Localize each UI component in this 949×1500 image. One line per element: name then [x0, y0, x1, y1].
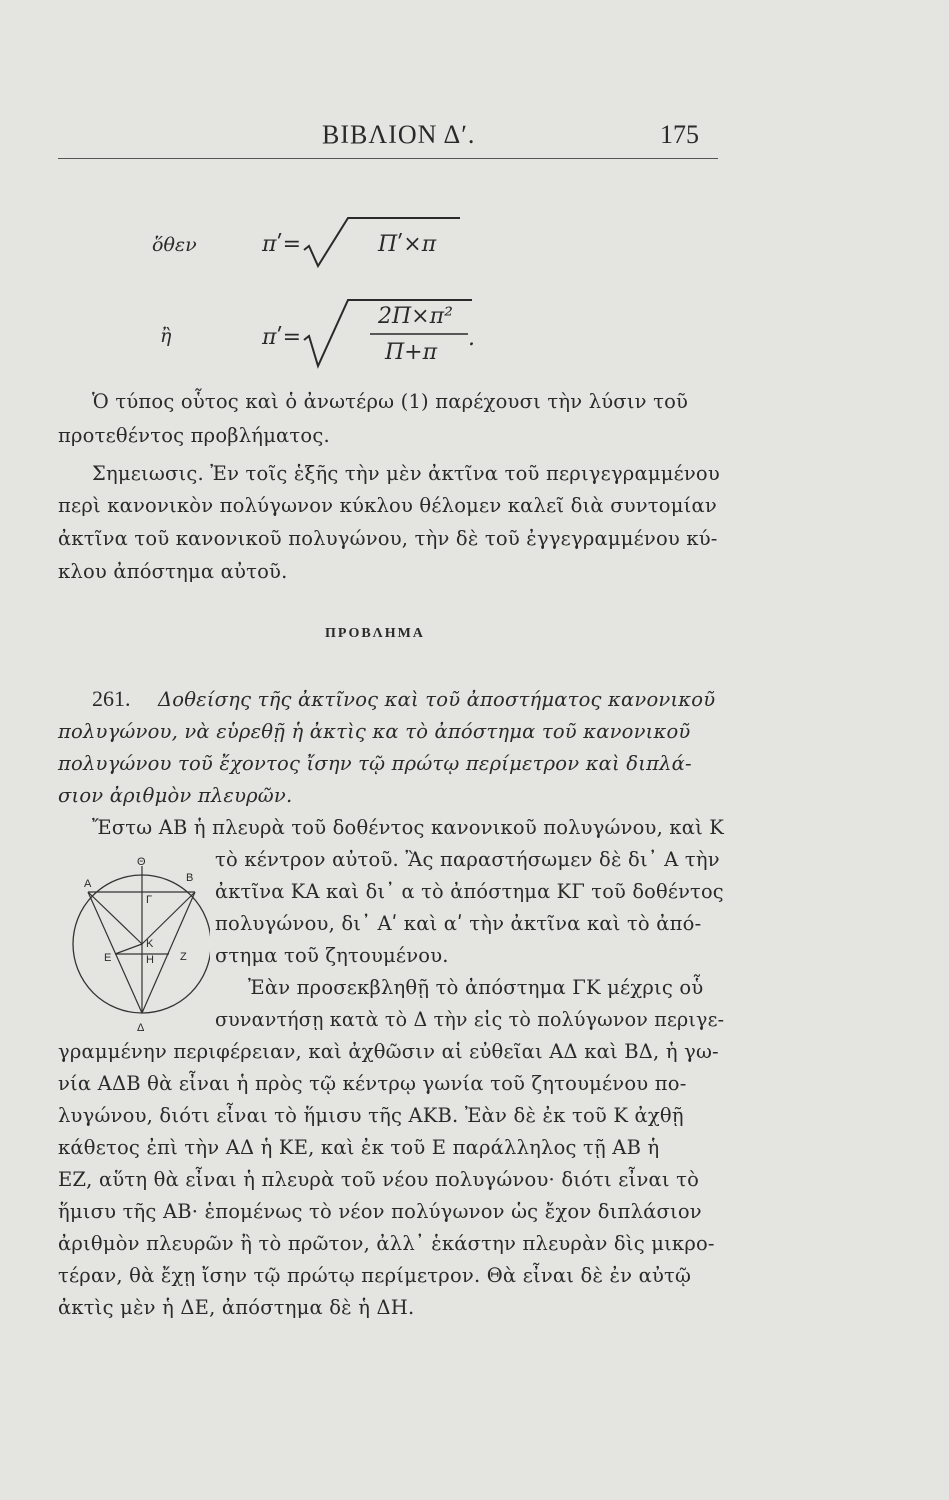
- body-side-line-4: στημα τοῦ ζητουμένου.: [215, 944, 449, 967]
- problem-line-3: πολυγώνου τοῦ ἔχοντος ἴσην τῷ πρώτῳ περίμετρον καὶ διπλά-: [58, 752, 692, 775]
- body-line-2: νία ΑΔΒ θὰ εἶναι ἡ πρὸς τῷ κέντρῳ γωνία τοῦ ζητουμένου πο-: [58, 1072, 687, 1095]
- formula1-lhs: πʹ=: [262, 232, 302, 257]
- body-line-8: τέραν, θὰ ἔχῃ ἴσην τῷ πρώτῳ περίμετρον. Θὰ εἶναι δὲ ἐν αὐτῷ: [58, 1264, 692, 1287]
- fig-label-e: Ε: [104, 952, 112, 964]
- problem-line-2: πολυγώνου, νὰ εὑρεθῇ ἡ ἀκτὶς κα τὸ ἀπόστημα τοῦ κανονικοῦ: [58, 720, 691, 743]
- body-line-top: Ἔστω ΑΒ ἡ πλευρὰ τοῦ δοθέντος κανονικοῦ πολυγώνου, καὶ Κ: [92, 816, 725, 839]
- note-line-3: ἀκτῖνα τοῦ κανονικοῦ πολυγώνου, τὴν δὲ τοῦ ἐγγεγραμμένου κύ-: [58, 527, 718, 550]
- running-title: ΒΙΒΛΙΟΝ Δʹ.: [322, 120, 476, 149]
- body-line-3: λυγώνου, διότι εἶναι τὸ ἥμισυ τῆς ΑΚΒ. Ἐὰν δὲ ἐκ τοῦ Κ ἀχθῇ: [58, 1104, 684, 1127]
- fig-label-z: Ζ: [180, 951, 187, 963]
- formula2-period: .: [468, 326, 475, 351]
- body-line-7: ἀριθμὸν πλευρῶν ἢ τὸ πρῶτον, ἀλλ᾽ ἑκάστην πλευρὰν δὶς μικρο-: [58, 1232, 715, 1255]
- formula1-word: ὅθεν: [152, 234, 197, 256]
- formula2-lhs: πʹ=: [262, 325, 302, 350]
- body-side-line-6: συναντήσῃ κατὰ τὸ Δ τὴν εἰς τὸ πολύγωνον περιγε-: [215, 1008, 725, 1031]
- problem-line-4: σιον ἀριθμὸν πλευρῶν.: [58, 784, 293, 807]
- body-side-line-3: πολυγώνου, δι᾽ Αʹ καὶ αʹ τὴν ἀκτῖνα καὶ τὸ ἀπό-: [215, 912, 702, 935]
- body-side-line-1: τὸ κέντρον αὐτοῦ. Ἂς παραστήσωμεν δὲ δι᾽ Α τὴν: [215, 848, 720, 871]
- fig-label-h: Η: [146, 954, 154, 966]
- body-side-line-2: ἀκτῖνα ΚΑ καὶ δι᾽ α τὸ ἀπόστημα ΚΓ τοῦ δοθέντος: [215, 880, 724, 903]
- note-line-2: περὶ κανονικὸν πολύγωνον κύκλου θέλομεν καλεῖ διὰ συντομίαν: [58, 494, 717, 517]
- fig-label-g: Γ: [146, 894, 153, 906]
- formula2-numerator: 2Π×π²: [378, 304, 453, 329]
- page-number: 175: [660, 120, 699, 149]
- formula1-radicand: Πʹ×π: [378, 232, 437, 257]
- header-rule: [58, 158, 718, 159]
- problem-number: 261.: [92, 686, 131, 711]
- body-line-1: γραμμένην περιφέρειαν, καὶ ἀχθῶσιν αἱ εὐθεῖαι ΑΔ καὶ ΒΔ, ἡ γω-: [58, 1040, 719, 1063]
- para1-line-2: προτεθέντος προβλήματος.: [58, 424, 330, 447]
- note-line-1: Σημειωσις. Ἐν τοῖς ἑξῆς τὴν μὲν ἀκτῖνα τοῦ περιγεγραμμένου: [92, 462, 720, 485]
- note-line-4: κλου ἀπόστημα αὐτοῦ.: [58, 560, 288, 583]
- fig-label-b: Β: [186, 872, 194, 884]
- body-line-5: ΕΖ, αὕτη θὰ εἶναι ἡ πλευρὰ τοῦ νέου πολυγώνου· διότι εἶναι τὸ: [58, 1168, 700, 1191]
- fig-label-k: Κ: [146, 938, 154, 950]
- body-line-9: ἀκτὶς μὲν ἡ ΔΕ, ἀπόστημα δὲ ἡ ΔΗ.: [58, 1296, 415, 1319]
- formula2-word: ἢ: [160, 325, 172, 347]
- body-side-line-5: Ἐὰν προσεκβληθῇ τὸ ἀπόστημα ΓΚ μέχρις οὗ: [248, 976, 704, 999]
- body-line-6: ἥμισυ τῆς ΑΒ· ἑπομένως τὸ νέον πολύγωνον ὡς ἔχον διπλάσιον: [58, 1200, 702, 1223]
- para1-line-1: Ὁ τύπος οὗτος καὶ ὁ ἀνωτέρω (1) παρέχουσι τὴν λύσιν τοῦ: [92, 390, 689, 413]
- problem-line-1: Δοθείσης τῆς ἀκτῖνος καὶ τοῦ ἀποστήματος κανονικοῦ: [158, 688, 716, 711]
- fig-label-a: Α: [84, 878, 92, 890]
- formula2-denominator: Π+π: [385, 340, 438, 365]
- section-heading: ΠΡΟΒΛΗΜΑ: [325, 626, 425, 641]
- fig-label-theta: Θ: [137, 856, 146, 868]
- fig-label-d: Δ: [137, 1022, 145, 1034]
- body-line-4: κάθετος ἐπὶ τὴν ΑΔ ἡ ΚΕ, καὶ ἐκ τοῦ Ε παράλληλος τῇ ΑΒ ἡ: [58, 1136, 660, 1159]
